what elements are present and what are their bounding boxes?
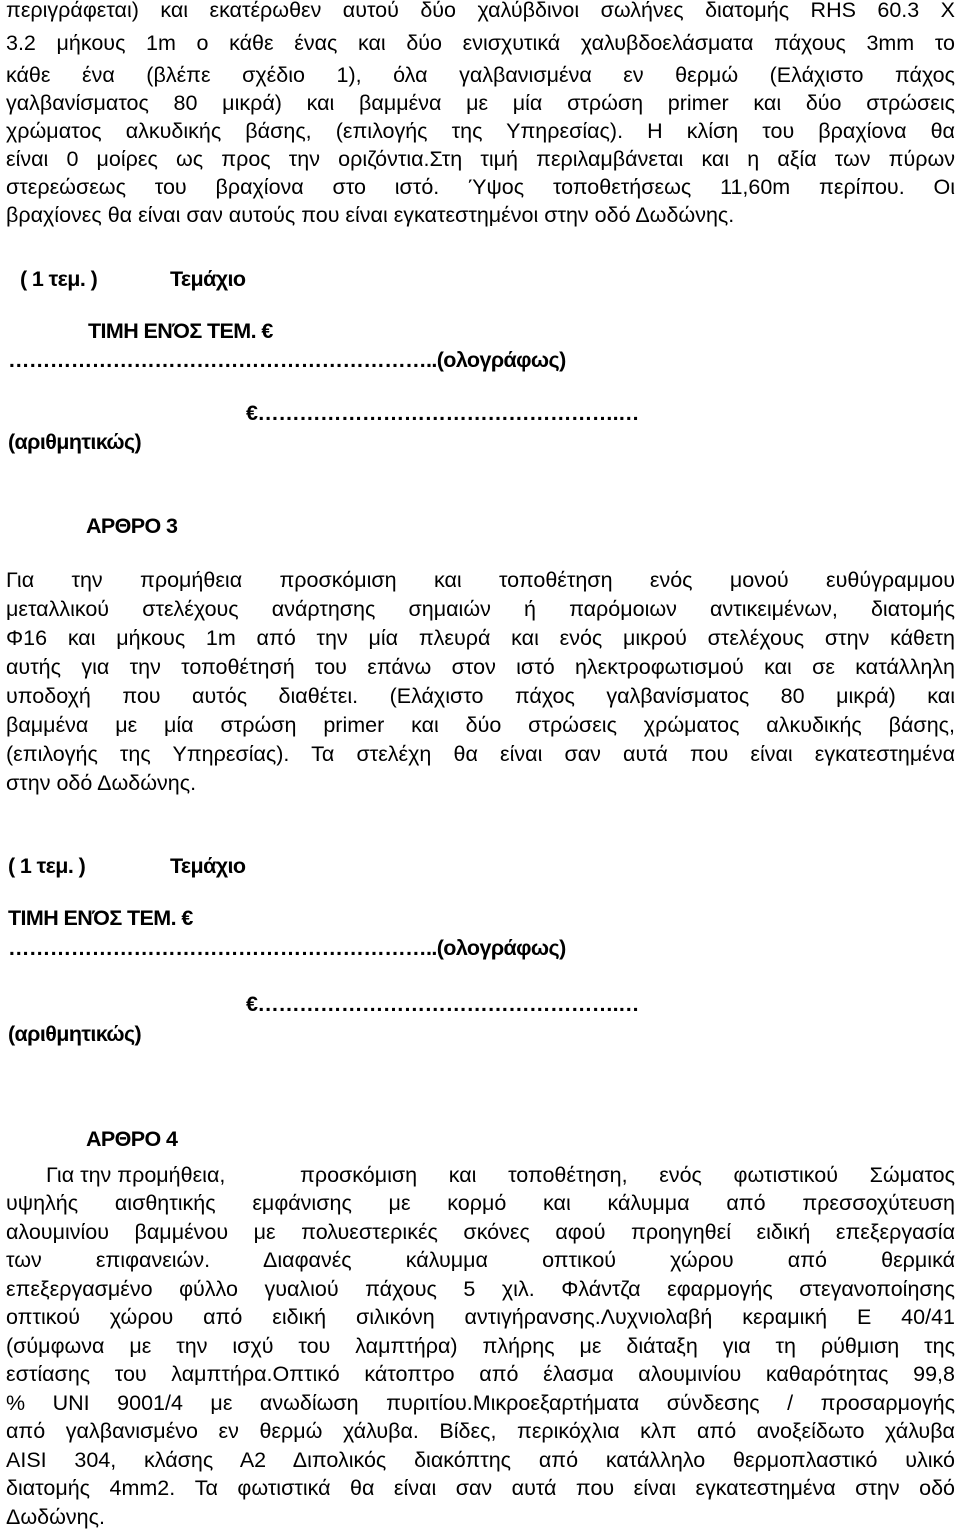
paragraph-line: προσκόμιση και τοποθέτηση, ενός φωτιστικού Σώματος <box>300 1163 955 1187</box>
paragraph-line: αλουμινίου βαμμένου με πολυεστερικές σκόνες αφού προηγηθεί ειδική επεξεργασία <box>6 1220 955 1244</box>
paragraph-line: των επιφανειών. Διαφανές κάλυμμα οπτικού χώρου από θερμικά <box>6 1248 955 1272</box>
paragraph-line: γαλβανίσματος 80 μικρά) και βαμμένα με μία στρώση primer και δύο στρώσεις <box>6 91 955 115</box>
unit: Τεμάχιο <box>170 854 246 878</box>
quantity: ( 1 τεμ. ) <box>8 854 86 878</box>
paragraph-line-start: Για την προμήθεια, <box>46 1163 226 1187</box>
paragraph-line: (σύμφωνα με την ισχύ του λαμπτήρα) πλήρης με διάταξη για τη ρύθμιση της <box>6 1334 955 1358</box>
paragraph-line: μεταλλικού στελέχους ανάρτησης σημαιών ή παρόμοιων αντικειμένων, διατομής <box>6 597 955 621</box>
paragraph-line: εστίασης του λαμπτήρα.Οπτικό κάτοπτρο από έλασμα αλουμινίου καθαρότητας 99,8 <box>6 1362 955 1386</box>
price-euro-line: €…………………………………………….… <box>246 992 639 1016</box>
price-euro-line: €…………………………………………….… <box>246 401 639 425</box>
paragraph-line: στην οδό Δωδώνης. <box>6 771 197 795</box>
paragraph-line: αυτής για την τοποθέτησή του επάνω στον ιστό ηλεκτροφωτισμού και σε κατάλληλη <box>6 655 955 679</box>
paragraph-line: περιγράφεται) και εκατέρωθεν αυτού δύο χαλύβδινοι σωλήνες διατομής RHS 60.3 Χ <box>6 0 955 22</box>
paragraph-line: Δωδώνης. <box>6 1505 105 1529</box>
paragraph-line: επεξεργασμένο φύλλο γυαλιού πάχους 5 χιλ. Φλάντζα εφαρμογής στεγανοποίησης <box>6 1277 955 1301</box>
unit: Τεμάχιο <box>170 267 246 291</box>
paragraph-line: είναι 0 μοίρες ως προς την οριζόντια.Στη τιμή περιλαμβάνεται και η αξία των πύρων <box>6 147 955 171</box>
price-label: ΤΙΜΗ ΕΝΌΣ ΤΕΜ. € <box>8 906 193 930</box>
article-title: ΑΡΘΡΟ 4 <box>86 1127 178 1151</box>
paragraph-line: (επιλογής της Υπηρεσίας). Τα στελέχη θα είναι σαν αυτά που είναι εγκατεστημένα <box>6 742 955 766</box>
paragraph-line: βαμμένα με μία στρώση primer και δύο στρώσεις χρώματος αλκυδικής βάσης, <box>6 713 955 737</box>
price-numeric-label: (αριθμητικώς) <box>8 430 142 454</box>
paragraph-line: κάθε ένα (βλέπε σχέδιο 1), όλα γαλβανισμένα εν θερμώ (Ελάχιστο πάχος <box>6 63 955 87</box>
paragraph-line: διατομής 4mm2. Τα φωτιστικά θα είναι σαν αυτά που είναι εγκατεστημένα στην οδό <box>6 1476 955 1500</box>
paragraph-line: Φ16 και μήκους 1m από την μία πλευρά και ενός μικρού στελέχους στην κάθετη <box>6 626 955 650</box>
quantity: ( 1 τεμ. ) <box>20 267 98 291</box>
paragraph-line: Για την προμήθεια προσκόμιση και τοποθέτηση ενός μονού ευθύγραμμου <box>6 568 955 592</box>
paragraph-line: υποδοχή που αυτός διαθέτει. (Ελάχιστο πάχος γαλβανίσματος 80 μικρά) και <box>6 684 955 708</box>
paragraph-line: από γαλβανισμένο εν θερμώ χάλυβα. Βίδες, περικόχλια κλπ από ανοξείδωτο χάλυβα <box>6 1419 955 1443</box>
price-numeric-label: (αριθμητικώς) <box>8 1022 142 1046</box>
paragraph-line: στερεώσεως του βραχίονα στο ιστό. Ύψος τοποθετήσεως 11,60m περίπου. Οι <box>6 175 955 199</box>
paragraph-line: βραχίονες θα είναι σαν αυτούς που είναι εγκατεστημένοι στην οδό Δωδώνης. <box>6 203 735 227</box>
paragraph-line: % UNI 9001/4 με ανωδίωση πυριτίου.Μικροεξαρτήματα σύνδεσης / προσαρμογής <box>6 1391 955 1415</box>
paragraph-line: AISI 304, κλάσης Α2 Διπολικός διακόπτης από κατάλληλο θερμοπλαστικό υλικό <box>6 1448 955 1472</box>
price-in-words-line: ……………………………………………………..(ολογράφως) <box>8 936 566 960</box>
paragraph-line: χρώματος αλκυδικής βάσης, (επιλογής της Υπηρεσίας). Η κλίση του βραχίονα θα <box>6 119 955 143</box>
paragraph-line: 3.2 μήκους 1m ο κάθε ένας και δύο ενισχυτικά χαλυβδοελάσματα πάχους 3mm το <box>6 31 955 55</box>
paragraph-line: υψηλής αισθητικής εμφάνισης με κορμό και κάλυμμα από πρεσσοχύτευση <box>6 1191 955 1215</box>
article-title: ΑΡΘΡΟ 3 <box>86 514 178 538</box>
price-label: ΤΙΜΗ ΕΝΌΣ ΤΕΜ. € <box>88 319 273 343</box>
price-in-words-line: ……………………………………………………..(ολογράφως) <box>8 348 566 372</box>
paragraph-line: οπτικού χώρου από ειδική σιλικόνη αντιγήρανσης.Λυχνιολαβή κεραμική Ε 40/41 <box>6 1305 955 1329</box>
